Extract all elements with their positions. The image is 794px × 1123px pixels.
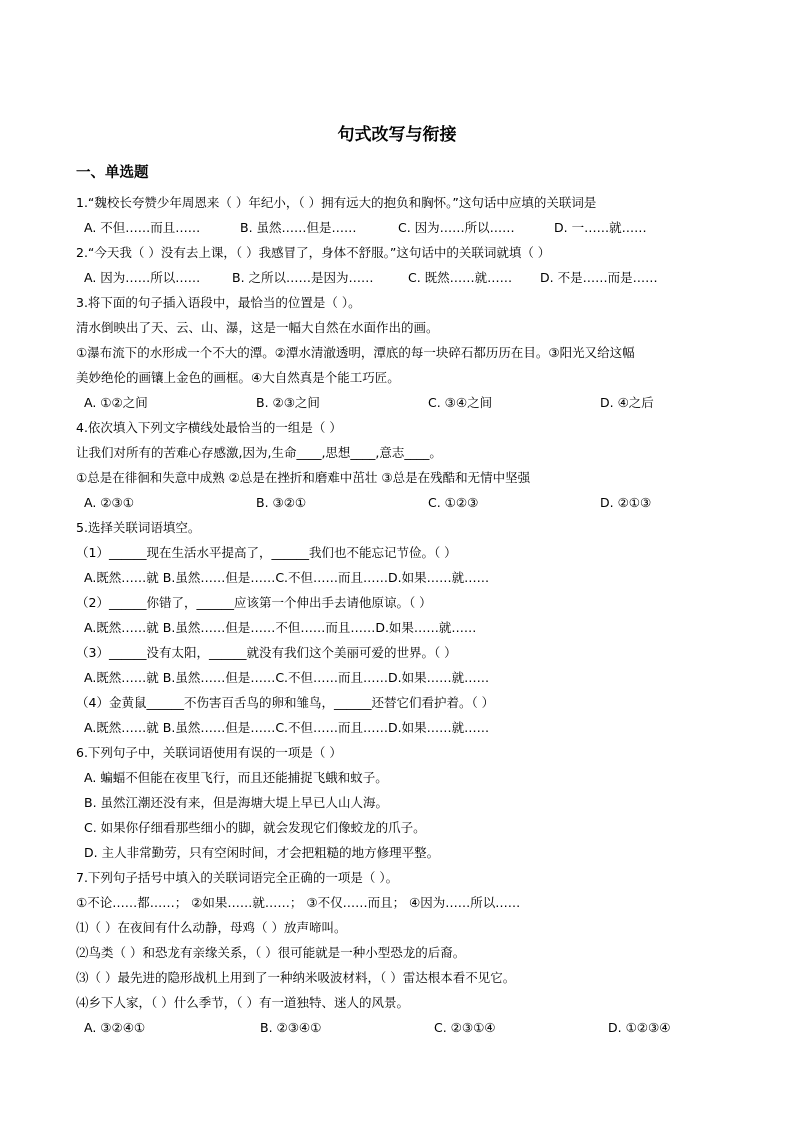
question-7-option-d[interactable]: D. ①②③④	[608, 1020, 671, 1035]
question-1-option-d[interactable]: D. 一……就……	[554, 220, 647, 235]
question-3-option-c[interactable]: C. ③④之间	[428, 395, 493, 410]
question-6-option-a[interactable]: A. 蝙蝠不但能在夜里飞行，而且还能捕捉飞蛾和蚊子。	[84, 770, 388, 785]
question-6-stem: 6.下列句子中，关联词语使用有误的一项是（ ）	[76, 745, 342, 760]
question-5-item-1: （1）______现在生活水平提高了，______我们也不能忘记节俭。（ ）	[76, 545, 457, 560]
question-1-stem: 1.“魏校长夸赞少年周恩来（ ）年纪小，（ ）拥有远大的抱负和胸怀。”这句话中应填的关联词是	[76, 195, 597, 210]
question-6-option-b[interactable]: B. 虽然江潮还没有来，但是海塘大堤上早已人山人海。	[84, 795, 389, 810]
question-7-stem: 7.下列句子括号中填入的关联词语完全正确的一项是（ ）。	[76, 870, 399, 885]
question-6-option-d[interactable]: D. 主人非常勤劳，只有空闲时间，才会把粗糙的地方修理平整。	[84, 845, 440, 860]
question-7-item-4: ⑷乡下人家，（ ）什么季节，（ ）有一道独特、迷人的风景。	[76, 995, 409, 1010]
question-3-passage-line1: ①瀑布流下的水形成一个不大的潭。②潭水清澈透明，潭底的每一块碎石都历历在目。③阳光又给这幅	[76, 345, 635, 360]
question-2-option-c[interactable]: C. 既然……就……	[408, 270, 513, 285]
question-2-option-d[interactable]: D. 不是……而是……	[540, 270, 658, 285]
question-5-item-2-options[interactable]: A.既然……就 B.虽然……但是……不但……而且……D.如果……就……	[84, 620, 477, 635]
question-7-option-c[interactable]: C. ②③①④	[434, 1020, 496, 1035]
question-1-option-c[interactable]: C. 因为……所以……	[398, 220, 515, 235]
question-3-stem: 3.将下面的句子插入语段中，最恰当的位置是（ ）。	[76, 295, 361, 310]
question-5-item-3: （3）______没有太阳，______就没有我们这个美丽可爱的世界。（ ）	[76, 645, 457, 660]
question-7-item-2: ⑵鸟类（ ）和恐龙有亲缘关系，（ ）很可能就是一种小型恐龙的后裔。	[76, 945, 466, 960]
question-3-sentence: 清水倒映出了天、云、山、瀑，这是一幅大自然在水面作出的画。	[76, 320, 439, 335]
question-2-stem: 2.“今天我（ ）没有去上课，（ ）我感冒了，身体不舒服。”这句话中的关联词就填（ ）	[76, 245, 551, 260]
question-4-option-d[interactable]: D. ②①③	[600, 495, 652, 510]
question-7-option-b[interactable]: B. ②③④①	[260, 1020, 322, 1035]
question-4-option-c[interactable]: C. ①②③	[428, 495, 479, 510]
section-heading: 一、单选题	[76, 165, 149, 181]
question-3-passage-line2: 美妙绝伦的画镶上金色的画框。④大自然真是个能工巧匠。	[76, 370, 400, 385]
question-3-option-b[interactable]: B. ②③之间	[256, 395, 320, 410]
question-1-option-a[interactable]: A. 不但……而且……	[84, 220, 201, 235]
question-2-option-b[interactable]: B. 之所以……是因为……	[232, 270, 374, 285]
question-7-item-3: ⑶（ ）最先进的隐形战机上用到了一种纳米吸波材料，（ ）雷达根本看不见它。	[76, 970, 516, 985]
question-4-stem: 4.依次填入下列文字横线处最恰当的一组是（ ）	[76, 420, 342, 435]
question-5-item-3-options[interactable]: A.既然……就 B.虽然……但是……C.不但……而且……D.如果……就……	[84, 670, 490, 685]
question-7-item-1: ⑴（ ）在夜间有什么动静，母鸡（ ）放声啼叫。	[76, 920, 347, 935]
question-5-item-2: （2）______你错了，______应该第一个伸出手去请他原谅。（ ）	[76, 595, 432, 610]
question-4-choices: ①总是在徘徊和失意中成熟 ②总是在挫折和磨难中茁壮 ③总是在残酷和无情中坚强	[76, 470, 531, 485]
question-5-stem: 5.选择关联词语填空。	[76, 520, 201, 535]
question-5-item-4: （4）金黄鼠______不伤害百舌鸟的卵和雏鸟，______还替它们看护着。（ ）	[76, 695, 495, 710]
page-title: 句式改写与衔接	[337, 125, 457, 145]
question-2-option-a[interactable]: A. 因为……所以……	[84, 270, 201, 285]
question-4-option-a[interactable]: A. ②③①	[84, 495, 134, 510]
question-7-option-a[interactable]: A. ③②④①	[84, 1020, 146, 1035]
question-1-option-b[interactable]: B. 虽然……但是……	[240, 220, 357, 235]
question-3-option-a[interactable]: A. ①②之间	[84, 395, 148, 410]
question-5-item-4-options[interactable]: A.既然……就 B.虽然……但是……C.不但……而且……D.如果……就……	[84, 720, 490, 735]
question-7-word-bank: ①不论……都……； ②如果……就……； ③不仅……而且； ④因为……所以……	[76, 895, 521, 910]
question-4-option-b[interactable]: B. ③②①	[256, 495, 307, 510]
question-3-option-d[interactable]: D. ④之后	[600, 395, 654, 410]
question-6-option-c[interactable]: C. 如果你仔细看那些细小的脚，就会发现它们像蛟龙的爪子。	[84, 820, 426, 835]
question-4-text: 让我们对所有的苦难心存感激,因为,生命____,思想____,意志____。	[76, 445, 442, 460]
question-5-item-1-options[interactable]: A.既然……就 B.虽然……但是……C.不但……而且……D.如果……就……	[84, 570, 490, 585]
